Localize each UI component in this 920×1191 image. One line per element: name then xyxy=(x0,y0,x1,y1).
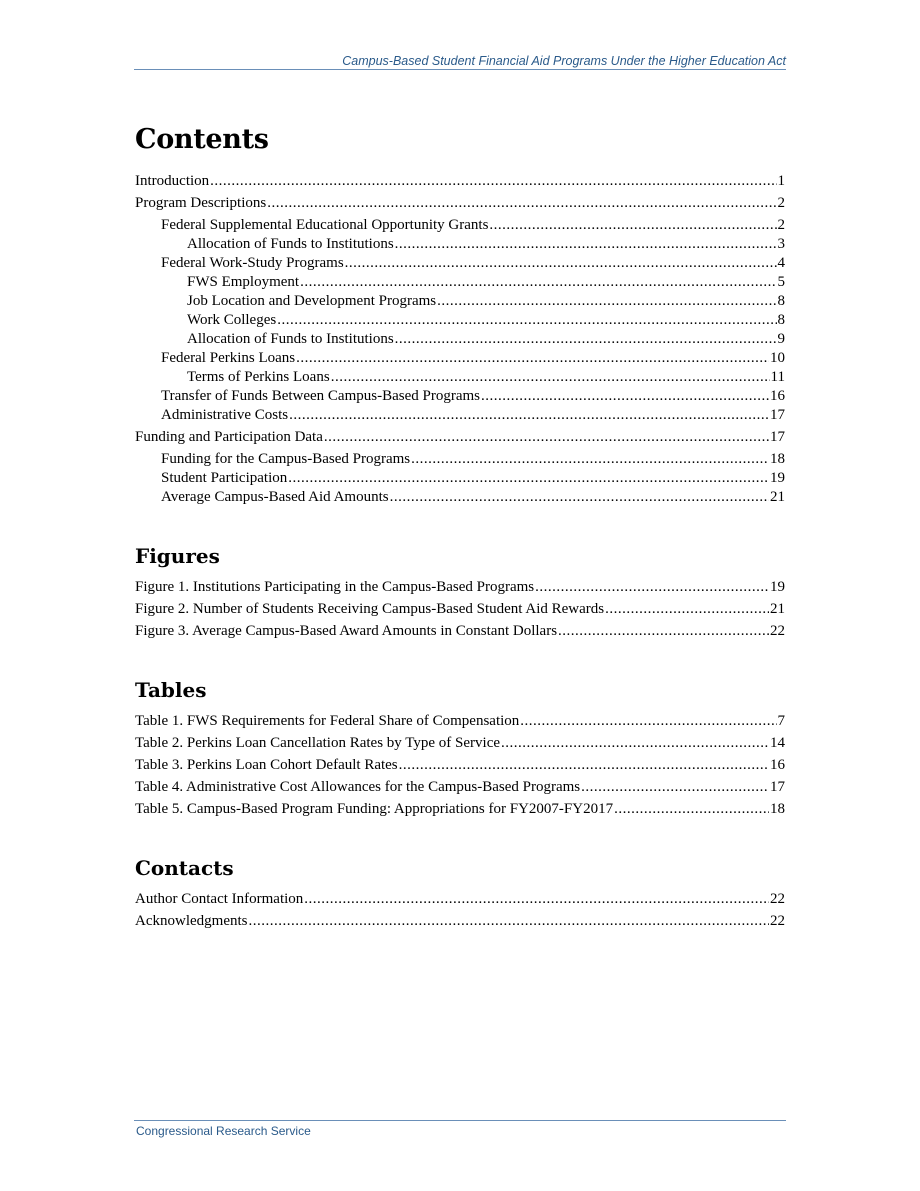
dot-leader xyxy=(210,172,776,191)
dot-leader xyxy=(395,235,777,254)
toc-entry[interactable] xyxy=(135,450,785,469)
toc-entry-label: Federal Perkins Loans xyxy=(161,350,296,366)
dot-leader xyxy=(288,469,769,488)
tables-list xyxy=(135,712,785,819)
toc-entry-label: Figure 3. Average Campus-Based Award Amounts in Constant Dollars xyxy=(135,623,558,639)
page-content xyxy=(135,124,785,931)
dot-leader xyxy=(331,368,770,387)
toc-entry-label: Federal Work-Study Programs xyxy=(161,255,344,271)
toc-entry-page: 9 xyxy=(777,331,785,347)
toc-entry-label: Table 3. Perkins Loan Cohort Default Rates xyxy=(135,757,398,773)
toc-entry-page: 19 xyxy=(770,470,785,486)
toc-entry[interactable] xyxy=(135,172,785,191)
toc-entry-label: Funding for the Campus-Based Programs xyxy=(161,451,411,467)
figures-list xyxy=(135,578,785,641)
toc-entry-label: Work Colleges xyxy=(187,312,277,328)
dot-leader xyxy=(304,890,769,909)
toc-entry-label: Student Participation xyxy=(161,470,288,486)
contents-heading: Contents xyxy=(135,124,269,155)
toc-entry-label: Author Contact Information xyxy=(135,891,304,907)
toc-entry-label: Table 2. Perkins Loan Cancellation Rates by Type of Service xyxy=(135,735,501,751)
dot-leader xyxy=(411,450,769,469)
toc-entry-page: 5 xyxy=(777,274,785,290)
toc-entry-page: 21 xyxy=(770,601,785,617)
toc-entry-page: 21 xyxy=(770,489,785,505)
toc-entry-page: 14 xyxy=(770,735,785,751)
toc-entry[interactable] xyxy=(135,469,785,488)
toc-entry[interactable] xyxy=(135,273,785,292)
toc-entry-page: 2 xyxy=(777,217,785,233)
dot-leader xyxy=(489,216,776,235)
dot-leader xyxy=(558,622,769,641)
toc-entry-label: Allocation of Funds to Institutions xyxy=(187,331,394,347)
figures-heading: Figures xyxy=(135,544,220,568)
dot-leader xyxy=(535,578,769,597)
toc-entry[interactable] xyxy=(135,756,785,775)
toc-entry-label: Introduction xyxy=(135,173,210,189)
contacts-section xyxy=(135,856,785,931)
toc-entry[interactable] xyxy=(135,406,785,425)
toc-entry-label: Terms of Perkins Loans xyxy=(187,369,330,385)
figures-section xyxy=(135,544,785,641)
dot-leader xyxy=(395,330,777,349)
footer-rule xyxy=(134,1120,786,1121)
toc-entry-page: 2 xyxy=(777,195,785,211)
dot-leader xyxy=(581,778,769,797)
dot-leader xyxy=(289,406,769,425)
toc-entry-page: 22 xyxy=(770,891,785,907)
toc-entry-label: Average Campus-Based Aid Amounts xyxy=(161,489,389,505)
toc-entry-page: 11 xyxy=(770,369,785,385)
tables-section xyxy=(135,678,785,819)
dot-leader xyxy=(277,311,776,330)
toc-entry[interactable] xyxy=(135,194,785,213)
toc-entry-page: 18 xyxy=(770,801,785,817)
toc-entry-page: 18 xyxy=(770,451,785,467)
toc-entry-label: Table 1. FWS Requirements for Federal Share of Compensation xyxy=(135,713,520,729)
toc-entry-page: 22 xyxy=(770,623,785,639)
toc-entry[interactable] xyxy=(135,216,785,235)
toc-entry-page: 16 xyxy=(770,388,785,404)
toc-entry[interactable] xyxy=(135,712,785,731)
toc-entry[interactable] xyxy=(135,292,785,311)
dot-leader xyxy=(324,428,769,447)
running-header: Campus-Based Student Financial Aid Programs Under the Higher Education Act xyxy=(342,54,786,68)
toc-entry[interactable] xyxy=(135,254,785,273)
dot-leader xyxy=(300,273,776,292)
toc-entry[interactable] xyxy=(135,890,785,909)
toc-entry-page: 22 xyxy=(770,913,785,929)
toc-entry-page: 16 xyxy=(770,757,785,773)
dot-leader xyxy=(399,756,769,775)
toc-entry-page: 17 xyxy=(770,429,785,445)
dot-leader xyxy=(248,912,769,931)
header-rule xyxy=(134,69,786,70)
toc-entry-label: FWS Employment xyxy=(187,274,300,290)
dot-leader xyxy=(267,194,776,213)
toc-entry-label: Figure 1. Institutions Participating in the Campus-Based Programs xyxy=(135,579,535,595)
toc-entry-page: 17 xyxy=(770,779,785,795)
toc-entry-label: Acknowledgments xyxy=(135,913,248,929)
contacts-heading: Contacts xyxy=(135,856,234,880)
tables-heading: Tables xyxy=(135,678,207,702)
toc-entry[interactable] xyxy=(135,387,785,406)
dot-leader xyxy=(481,387,769,406)
toc-entry-page: 8 xyxy=(777,293,785,309)
toc-entry[interactable] xyxy=(135,578,785,597)
toc-entry[interactable] xyxy=(135,912,785,931)
toc-entry-label: Funding and Participation Data xyxy=(135,429,323,445)
footer-organization: Congressional Research Service xyxy=(136,1124,311,1138)
toc-entry-page: 1 xyxy=(777,173,785,189)
dot-leader xyxy=(501,734,769,753)
toc-entry-page: 3 xyxy=(777,236,785,252)
dot-leader xyxy=(614,800,769,819)
toc-entry[interactable] xyxy=(135,235,785,254)
toc-entry-page: 19 xyxy=(770,579,785,595)
toc-entry-label: Job Location and Development Programs xyxy=(187,293,437,309)
dot-leader xyxy=(296,349,769,368)
toc-entry-page: 7 xyxy=(777,713,785,729)
toc-entry-page: 10 xyxy=(770,350,785,366)
toc-entry-label: Table 5. Campus-Based Program Funding: Appropriations for FY2007-FY2017 xyxy=(135,801,614,817)
toc-entry[interactable] xyxy=(135,311,785,330)
toc-entry[interactable] xyxy=(135,368,785,387)
toc-entry[interactable] xyxy=(135,488,785,507)
dot-leader xyxy=(520,712,776,731)
toc-entry-page: 8 xyxy=(777,312,785,328)
toc-entry-page: 4 xyxy=(777,255,785,271)
dot-leader xyxy=(605,600,769,619)
dot-leader xyxy=(437,292,776,311)
toc-entry-label: Table 4. Administrative Cost Allowances for the Campus-Based Programs xyxy=(135,779,581,795)
toc-entry[interactable] xyxy=(135,349,785,368)
toc-entry-label: Transfer of Funds Between Campus-Based Programs xyxy=(161,388,480,404)
toc-entry-label: Administrative Costs xyxy=(161,407,289,423)
toc-entry-label: Figure 2. Number of Students Receiving Campus-Based Student Aid Rewards xyxy=(135,601,605,617)
toc-entry-label: Federal Supplemental Educational Opportunity Grants xyxy=(161,217,489,233)
toc-entry-label: Program Descriptions xyxy=(135,195,267,211)
toc-entry[interactable] xyxy=(135,600,785,619)
toc-entry[interactable] xyxy=(135,622,785,641)
toc-entry[interactable] xyxy=(135,428,785,447)
toc-entry[interactable] xyxy=(135,330,785,349)
dot-leader xyxy=(345,254,777,273)
toc-entry[interactable] xyxy=(135,800,785,819)
toc-entry[interactable] xyxy=(135,778,785,797)
dot-leader xyxy=(390,488,769,507)
contents-list xyxy=(135,172,785,507)
toc-entry-page: 17 xyxy=(770,407,785,423)
toc-entry[interactable] xyxy=(135,734,785,753)
contacts-list xyxy=(135,890,785,931)
toc-entry-label: Allocation of Funds to Institutions xyxy=(187,236,394,252)
